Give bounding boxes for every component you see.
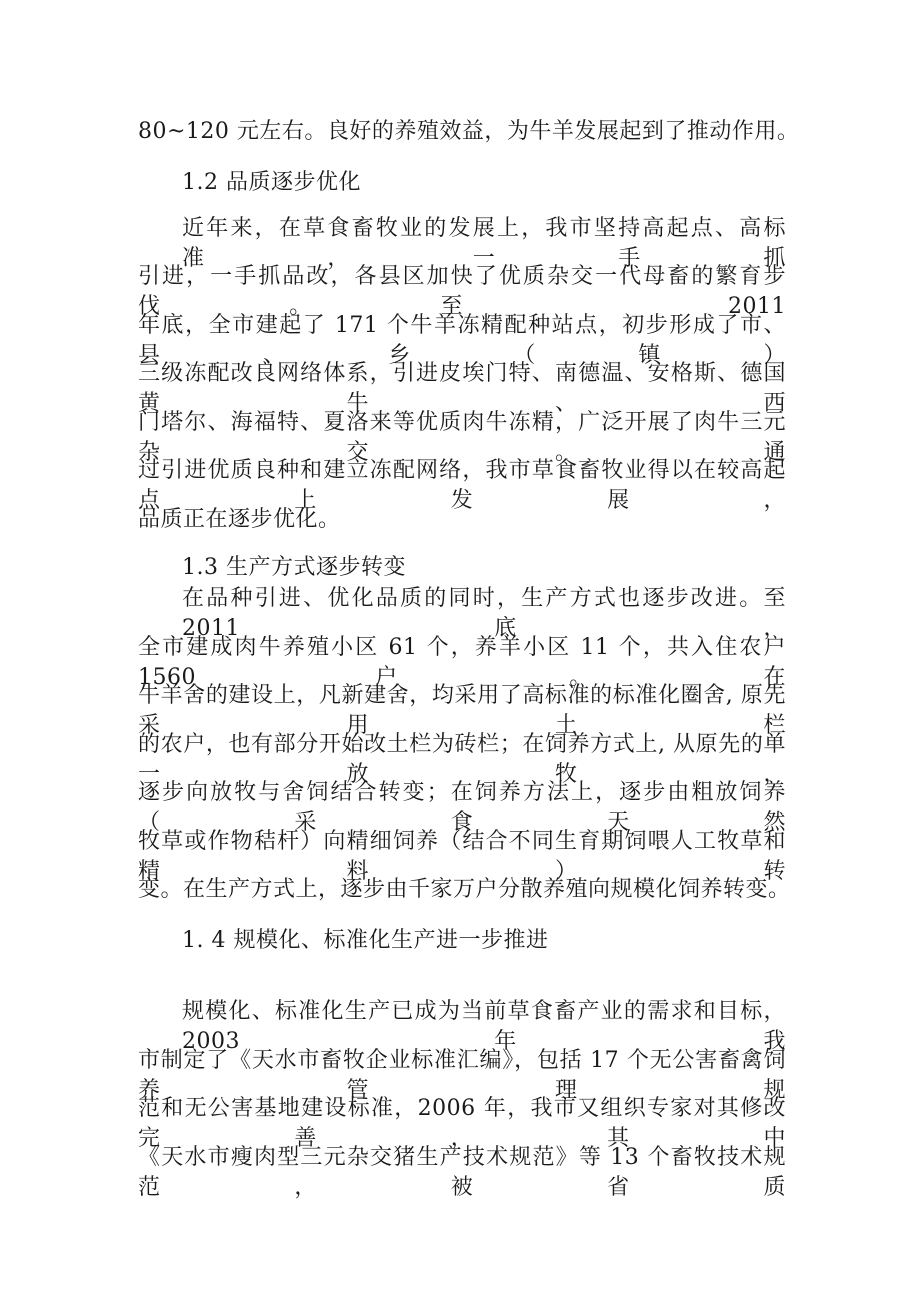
text-line: 80~120 元左右。良好的养殖效益，为牛羊发展起到了推动作用。 bbox=[138, 119, 800, 144]
text-line: 《天水市瘦肉型三元杂交猪生产技术规范》等 13 个畜牧技术规范，被省质 bbox=[138, 1145, 786, 1200]
text-line: 规模化、标准化生产已成为当前草食畜产业的需求和目标，2003 年我 bbox=[182, 999, 786, 1054]
text-line: 牧草或作物秸杆）向精细饲养（结合不同生育期饲喂人工牧草和精料）转 bbox=[138, 829, 786, 884]
text-line: 变。在生产方式上，逐步由千家万户分散养殖向规模化饲养转变。 bbox=[138, 877, 791, 902]
text-line: 过引进优质良种和建立冻配网络，我市草食畜牧业得以在较高起点上发展， bbox=[138, 458, 786, 513]
text-line: 范和无公害基地建设标准，2006 年，我市又组织专家对其修改完善，其中 bbox=[138, 1096, 786, 1151]
section-heading-1-4: 1. 4 规模化、标准化生产进一步推进 bbox=[182, 928, 549, 953]
text-line: 品质正在逐步优化。 bbox=[138, 507, 341, 532]
text-line: 的农户，也有部分开始改土栏为砖栏；在饲养方式上, 从原先的单一放牧， bbox=[138, 732, 786, 787]
text-line: 逐步向放牧与舍饲结合转变；在饲养方法上，逐步由粗放饲养（采食天然 bbox=[138, 780, 786, 835]
text-line: 市制定了《天水市畜牧企业标准汇编》，包括 17 个无公害畜禽饲养管理规 bbox=[138, 1048, 786, 1103]
text-line: 近年来，在草食畜牧业的发展上，我市坚持高起点、高标准，一手抓 bbox=[182, 216, 786, 271]
text-line: 牛羊舍的建设上，凡新建舍，均采用了高标准的标准化圈舍, 原先采用土栏 bbox=[138, 683, 786, 738]
section-heading-1-2: 1.2 品质逐步优化 bbox=[182, 170, 361, 195]
text-line: 三级冻配改良网络体系，引进皮埃门特、南德温、安格斯、德国黄牛、西 bbox=[138, 361, 786, 416]
text-line: 年底，全市建起了 171 个牛羊冻精配种站点，初步形成了市、县、乡（镇） bbox=[138, 313, 786, 368]
text-line: 全市建成肉牛养殖小区 61 个，养羊小区 11 个，共入住农户 1560 户。在 bbox=[138, 635, 786, 690]
text-line: 在品种引进、优化品质的同时，生产方式也逐步改进。至 2011 底， bbox=[182, 586, 786, 641]
text-line: 门塔尔、海福特、夏洛来等优质肉牛冻精，广泛开展了肉牛三元杂交。通 bbox=[138, 410, 786, 465]
section-heading-1-3: 1.3 生产方式逐步转变 bbox=[182, 555, 406, 580]
text-line: 引进，一手抓品改，各县区加快了优质杂交一代母畜的繁育步伐。至 2011 bbox=[138, 264, 786, 319]
